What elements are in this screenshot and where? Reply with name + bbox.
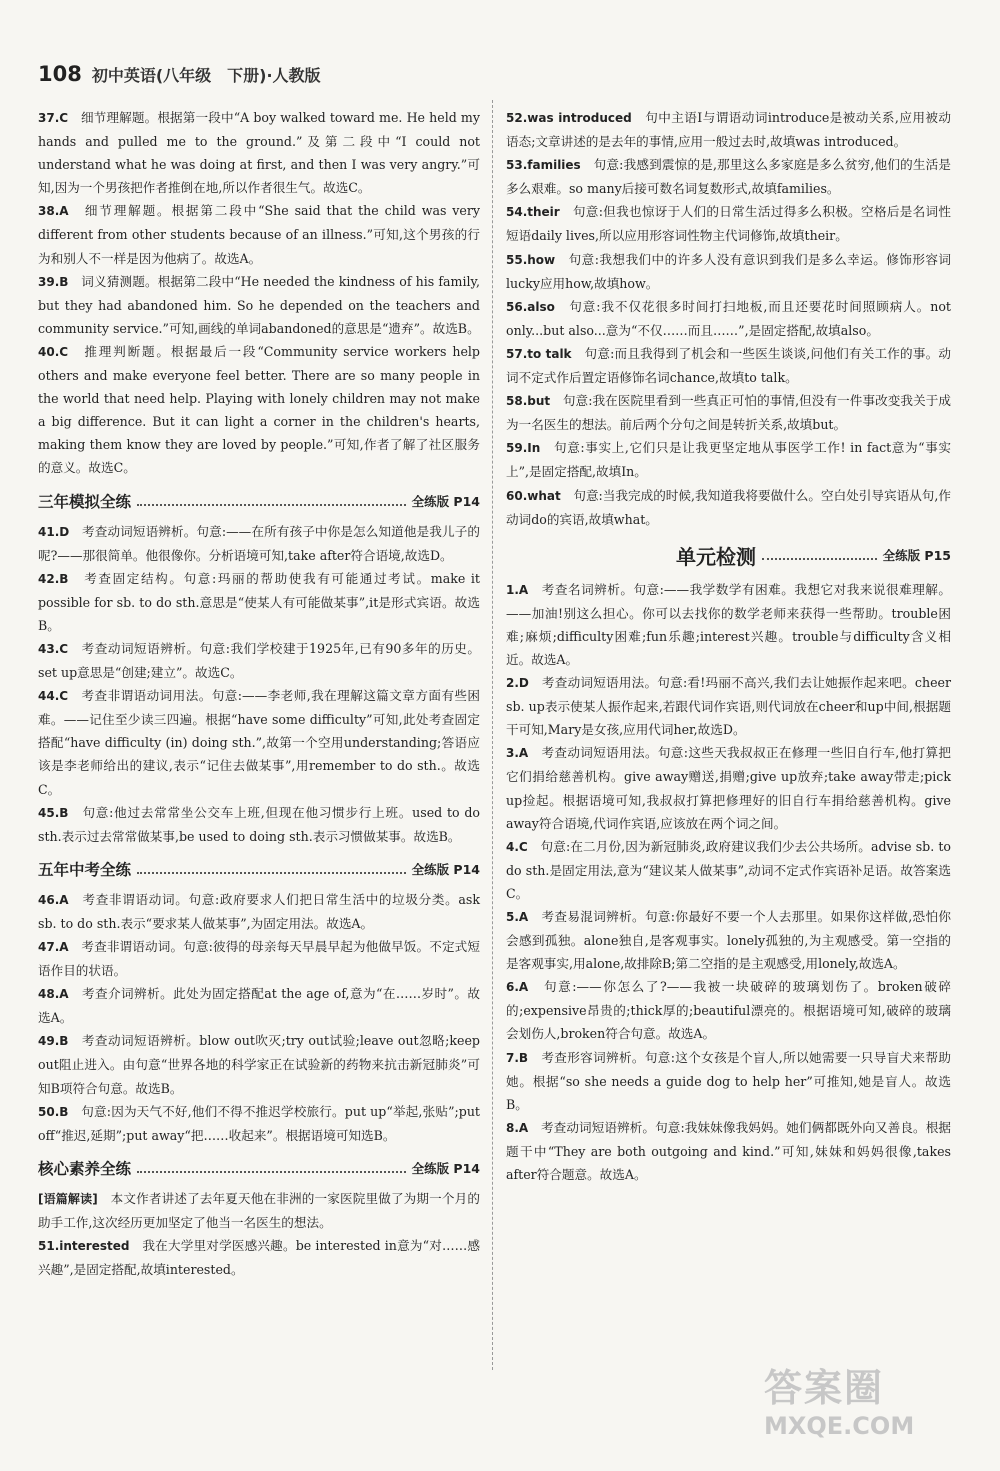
- answer-item: [38, 106, 480, 199]
- answer-item: [506, 389, 951, 436]
- dotted-leader: [137, 1163, 406, 1173]
- section-ref: 全练版 P14: [411, 493, 480, 509]
- answer-item: [506, 106, 951, 153]
- answer-number: 54.their: [506, 205, 560, 220]
- answer-text: 考查非谓语动词。句意:彼得的母亲每天早晨早起为他做早饭。不定式短语作目的状语。: [38, 939, 480, 979]
- page-header: [38, 62, 321, 86]
- answer-text: 考查非谓语动词用法。句意:——李老师,我在理解这篇文章方面有些困难。——记住至少读三四遍。根据“have some difficulty”可知,此处考查固定搭配“have difficulty (in) doing sth.”,故第一个空用understanding;答语应该是李老师给出的建议,表示“记住去做某事”,用remember to do sth.。故选C。: [38, 688, 480, 797]
- answer-item: [38, 199, 480, 269]
- answer-text: 本文作者讲述了去年夏天他在非洲的一家医院里做了为期一个月的助手工作,这次经历更加坚定了他当一名医生的想法。: [38, 1190, 480, 1230]
- answer-number: [语篇解读]: [38, 1191, 98, 1206]
- answer-text: 考查动词短语用法。句意:看!玛丽不高兴,我们去让她振作起来吧。cheer sb. up表示使某人振作起来,若跟代词作宾语,则代词放在cheer和up中间,根据题干可知,Mary是女孩,应用代词her,故选D。: [506, 675, 951, 738]
- answer-number: 2.D: [506, 676, 529, 691]
- answer-number: 60.what: [506, 488, 561, 503]
- answer-item: [506, 671, 951, 741]
- answer-number: 37.C: [38, 111, 69, 125]
- section-title: 核心素养全练: [38, 1159, 132, 1178]
- answer-item: [506, 295, 951, 342]
- answer-text: 句意:我想我们中的许多人没有意识到我们是多么幸运。修饰形容词lucky应用how,故填how。: [506, 251, 951, 291]
- page-number: 108: [38, 62, 82, 86]
- answer-text: 句意:而且我得到了机会和一些医生谈谈,问他们有关工作的事。动词不定式作后置定语修饰名词chance,故填to talk。: [506, 345, 952, 386]
- answer-item: [38, 1187, 480, 1234]
- answer-text: 细节理解题。根据第一段中“A boy walked toward me. He held my hands and pulled me to the ground.”及第二段中“I could not understand what he was doing at first, and then I was very angry.”可知,因为一个男孩把作者推倒在地,所以作者很生气。故选C。: [38, 110, 480, 196]
- answer-text: 考查动词短语用法。句意:这些天我叔叔正在修理一些旧自行车,他打算把它们捐给慈善机构。give away赠送,捐赠;give up放弃;take away带走;pick up捡起。根据语境可知,我叔叔打算把修理好的旧自行车捐给慈善机构。give away符合语境,代词作宾语,应该放在两个词之间。: [506, 745, 951, 831]
- answer-item: [506, 484, 951, 531]
- answer-number: 5.A: [506, 910, 529, 924]
- answer-text: 考查动词短语辨析。句意:我们学校建于1925年,已有90多年的历史。set up意思是“创建;建立”。故选C。: [38, 640, 480, 681]
- answer-text: 词义猜测题。根据第二段中“He needed the kindness of his family, but they had abandoned him. So he depended on the teachers and community service.”可知,画线的单词abandoned的意思是“遗弃”。故选B。: [38, 273, 480, 336]
- answer-number: 39.B: [38, 274, 69, 289]
- answer-text: 句意:我不仅花很多时间打扫地板,而且还要花时间照顾病人。not only...but also...意为“不仅……而且……”,是固定搭配,故填also。: [506, 298, 951, 338]
- answer-item: [506, 835, 951, 905]
- right-column: [506, 106, 951, 1186]
- answer-number: 6.A: [506, 980, 529, 995]
- answer-text: 我在大学里对学医感兴趣。be interested in意为“对……感兴趣”,是固定搭配,故填interested。: [38, 1238, 480, 1278]
- answer-text: 考查易混词辨析。句意:你最好不要一个人去那里。如果你这样做,恐怕你会感到孤独。alone独自,是客观事实。lonely孤独的,为主观感受。第一空指的是客观事实,用alone,故排除B;第二空指的是主观感受,用lonely,故选A。: [506, 909, 951, 972]
- answer-number: 3.A: [506, 746, 529, 761]
- answer-number: 51.interested: [38, 1239, 130, 1254]
- answer-text: 考查非谓语动词。句意:政府要求人们把日常生活中的垃圾分类。ask sb. to do sth.表示“要求某人做某事”,为固定用法。故选A。: [38, 891, 480, 931]
- answer-item: [38, 1234, 480, 1281]
- answer-text: 句意:当我完成的时候,我知道我将要做什么。空白处引导宾语从句,作动词do的宾语,故填what。: [506, 487, 951, 527]
- section-ref: 全练版 P14: [411, 861, 480, 877]
- answer-text: 句意:在二月份,因为新冠肺炎,政府建议我们少去公共场所。advise sb. to do sth.是固定用法,意为“建议某人做某事”,动词不定式作宾语补足语。故答案选C。: [506, 838, 951, 901]
- section-header-unit-test: [506, 541, 951, 570]
- column-divider: [492, 100, 493, 1370]
- left-column: [38, 106, 480, 1281]
- answer-number: 45.B: [38, 805, 69, 820]
- answer-number: 48.A: [38, 987, 69, 1002]
- answer-text: 句意:因为天气不好,他们不得不推迟学校旅行。put up“举起,张贴”;put off“推迟,延期”;put away“把……收起来”。根据语境可知选B。: [38, 1103, 480, 1143]
- section-title: 五年中考全练: [38, 860, 132, 879]
- answer-item: [38, 684, 480, 800]
- answer-number: 46.A: [38, 892, 69, 907]
- answer-number: 41.D: [38, 524, 70, 539]
- section-ref: 全练版 P15: [882, 548, 951, 564]
- answer-number: 57.to talk: [506, 346, 572, 361]
- book-title: 初中英语(八年级 下册)·人教版: [91, 66, 321, 85]
- section-title: 三年模拟全练: [38, 492, 132, 511]
- answer-number: 40.C: [38, 344, 69, 359]
- answer-item: [38, 801, 480, 848]
- answer-number: 7.B: [506, 1050, 529, 1065]
- answer-number: 58.but: [506, 394, 551, 409]
- answer-item: [38, 888, 480, 935]
- answer-item: [506, 1116, 951, 1186]
- answer-number: 49.B: [38, 1034, 69, 1049]
- watermark-url: MXQE.COM: [764, 1412, 915, 1440]
- answer-number: 38.A: [38, 204, 69, 219]
- answer-number: 42.B: [38, 571, 69, 586]
- answer-item: [506, 342, 951, 389]
- answer-text: 句中主语I与谓语动词introduce是被动关系,应用被动语态;文章讲述的是去年的事情,应用一般过去时,故填was introduced。: [506, 110, 951, 150]
- answer-item: [38, 1100, 480, 1147]
- answer-item: [506, 248, 951, 295]
- answer-text: 考查固定结构。句意:玛丽的帮助使我有可能通过考试。make it possible for sb. to do sth.意思是“使某人有可能做某事”,it是形式宾语。故选B。: [38, 570, 480, 633]
- answer-number: 56.also: [506, 299, 555, 314]
- answer-number: 44.C: [38, 689, 69, 704]
- dotted-leader: [137, 864, 406, 874]
- watermark-stamp: 答案圈: [764, 1366, 885, 1410]
- answer-item: [506, 578, 951, 671]
- answer-text: 考查动词短语辨析。blow out吹灭;try out试验;leave out忽略;keep out阻止进入。由句意“世界各地的科学家正在试验新的药物来抗击新冠肺炎”可知B项符合句意。故选B。: [38, 1033, 480, 1096]
- answer-item: [38, 520, 480, 567]
- section-header-five-year: [38, 858, 480, 880]
- answer-item: [506, 1046, 951, 1116]
- dotted-leader: [762, 550, 877, 560]
- answer-item: [38, 340, 480, 480]
- answer-text: 考查动词短语辨析。句意:我妹妹像我妈妈。她们俩都既外向又善良。根据题干中“They are both outgoing and kind.”可知,妹妹和妈妈很像,takes after符合题意。故选A。: [506, 1119, 951, 1183]
- answer-item: [38, 567, 480, 637]
- answer-text: 考查介词辨析。此处为固定搭配at the age of,意为“在……岁时”。故选A。: [38, 986, 480, 1026]
- answer-text: 句意:我在医院里看到一些真正可怕的事情,但没有一件事改变我关于成为一名医生的想法。前后两个分句之间是转折关系,故填but。: [506, 393, 951, 433]
- answer-item: [38, 935, 480, 982]
- answer-text: 句意:他过去常常坐公交车上班,但现在他习惯步行上班。used to do sth.表示过去常常做某事,be used to doing sth.表示习惯做某事。故选B。: [38, 804, 480, 844]
- section-header-core: [38, 1157, 480, 1179]
- answer-number: 47.A: [38, 940, 69, 954]
- answer-text: 考查名词辨析。句意:——我学数学有困难。我想它对我来说很难理解。——加油!别这么担心。你可以去找你的数学老师来获得一些帮助。trouble困难;麻烦;difficulty困难;fun乐趣;interest兴趣。trouble与difficulty含义相近。故选A。: [506, 581, 951, 667]
- answer-number: 8.A: [506, 1120, 529, 1135]
- answer-text: 考查动词短语辨析。句意:——在所有孩子中你是怎么知道他是我儿子的呢?——那很简单。他很像你。分析语境可知,take after符合语境,故选D。: [38, 523, 480, 563]
- answer-item: [506, 153, 951, 200]
- answer-number: 4.C: [506, 839, 528, 854]
- answer-number: 50.B: [38, 1104, 69, 1119]
- answer-item: [38, 1029, 480, 1099]
- answer-item: [506, 200, 951, 247]
- answer-text: 推理判断题。根据最后一段“Community service workers help others and make everyone feel better. There are so many people in the world that need help. Playing with lonely children may not make a big difference. But it can light a corner in the children's hearts, making them know they are loved by people.”可知,作者了解了社区服务的意义。故选C。: [38, 343, 480, 476]
- answer-number: 1.A: [506, 582, 529, 597]
- section-header-three-year: [38, 490, 480, 512]
- section-title: 单元检测: [676, 544, 756, 569]
- answer-item: [38, 637, 480, 684]
- answer-text: 句意:我感到震惊的是,那里这么多家庭是多么贫穷,他们的生活是多么艰难。so many后接可数名词复数形式,故填families。: [506, 157, 951, 197]
- answer-item: [506, 741, 951, 834]
- answer-number: 59.In: [506, 441, 541, 456]
- answer-item: [38, 982, 480, 1029]
- answer-text: 句意:事实上,它们只是让我更坚定地从事医学工作! in fact意为“事实上”,是固定搭配,故填In。: [506, 440, 951, 480]
- answer-item: [506, 436, 951, 483]
- answer-item: [506, 975, 951, 1045]
- answer-number: 52.was introduced: [506, 111, 632, 125]
- section-ref: 全练版 P14: [411, 1160, 480, 1176]
- watermark-logo: [764, 1357, 964, 1447]
- dotted-leader: [137, 496, 406, 506]
- answer-item: [38, 270, 480, 340]
- answer-number: 55.how: [506, 252, 556, 267]
- answer-number: 43.C: [38, 641, 69, 656]
- answer-text: 句意:——你怎么了?——我被一块破碎的玻璃划伤了。broken破碎的;expensive昂贵的;thick厚的;beautiful漂亮的。根据语境可知,破碎的玻璃会划伤人,broken符合句意。故选A。: [506, 979, 951, 1042]
- answer-text: 句意:但我也惊讶于人们的日常生活过得多么积极。空格后是名词性短语daily lives,所以应用形容词性物主代词修饰,故填their。: [506, 204, 951, 244]
- answer-text: 考查形容词辨析。句意:这个女孩是个盲人,所以她需要一只导盲犬来帮助她。根据“so she needs a guide dog to help her”可推知,她是盲人。故选B。: [506, 1049, 951, 1112]
- answer-number: 53.families: [506, 158, 581, 173]
- answer-item: [506, 905, 951, 975]
- answer-text: 细节理解题。根据第二段中“She said that the child was very different from other students because of an illness.”可知,这个男孩的行为和别人不一样是因为他病了。故选A。: [38, 203, 480, 266]
